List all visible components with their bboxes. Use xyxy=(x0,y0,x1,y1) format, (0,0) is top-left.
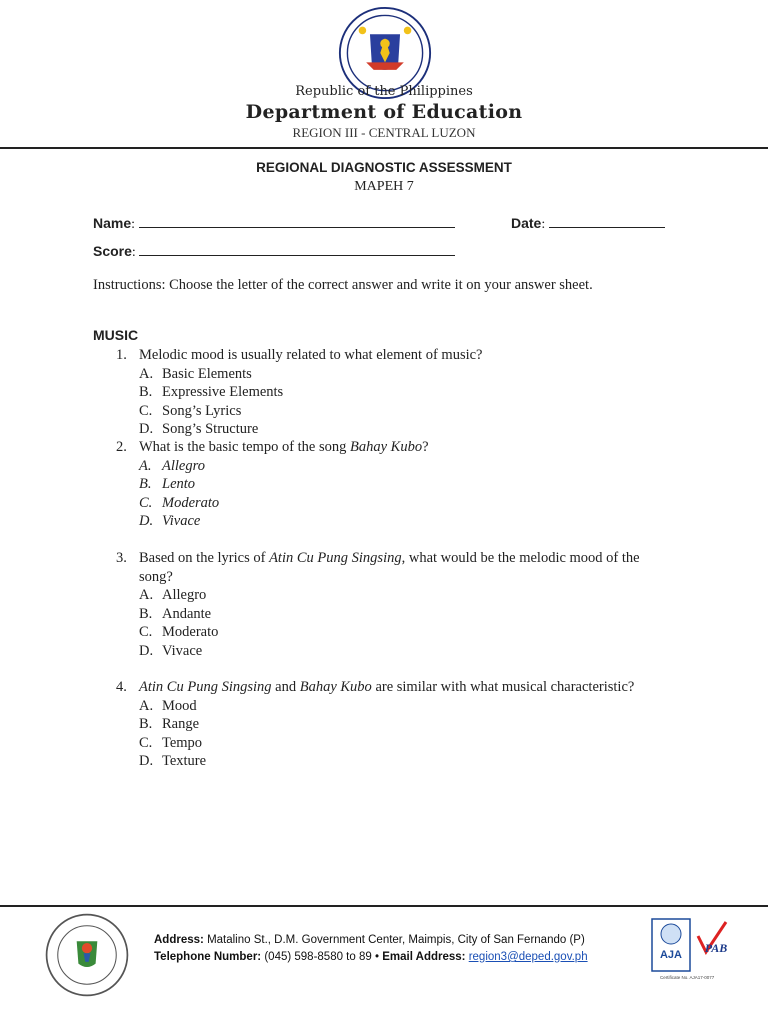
score-field[interactable]: Score: xyxy=(93,243,455,261)
assessment-subject: MAPEH 7 xyxy=(354,179,414,194)
question-4: 4. Atin Cu Pung Singsing and Bahay Kubo are similar with what musical characteristic? A. Mood B. Range C. Tempo D. Texture xyxy=(116,678,676,771)
question-text: What is the basic tempo of the song Bahay Kubo? xyxy=(139,439,429,455)
svg-text:AJA: AJA xyxy=(659,949,683,961)
option-d[interactable]: D. Texture xyxy=(139,753,207,769)
score-label: Score xyxy=(93,243,132,259)
option-c[interactable]: C. Moderato xyxy=(139,494,220,511)
question-3: 3. Based on the lyrics of Atin Cu Pung Singsing, what would be the melodic mood of the song? A. Allegro B. Andante C. Moderato D. Vivace xyxy=(116,549,676,660)
option-c[interactable]: C. Song’s Lyrics xyxy=(139,402,242,419)
date-line[interactable] xyxy=(549,215,665,228)
option-c[interactable]: C. Tempo xyxy=(139,734,203,751)
address-line: Address: Matalino St., D.M. Government Center, Maimpis, City of San Fernando (P) xyxy=(154,934,585,946)
pab-accreditation-logo xyxy=(692,918,734,972)
aja-certification-logo xyxy=(651,918,691,972)
option-c[interactable]: C. Moderato xyxy=(139,624,219,640)
name-field[interactable]: Name: xyxy=(93,215,455,233)
score-line[interactable] xyxy=(139,243,455,256)
name-label: Name xyxy=(93,215,132,231)
region-text: REGION III - CENTRAL LUZON xyxy=(292,125,476,140)
option-a[interactable]: A. Allegro xyxy=(139,587,207,603)
department-title: Department of Education xyxy=(245,101,523,123)
deped-seal-bottom xyxy=(44,912,130,998)
option-d[interactable]: D. Song’s Structure xyxy=(139,421,259,437)
email-link[interactable]: region3@deped.gov.ph xyxy=(468,951,588,963)
section-heading: MUSIC xyxy=(93,327,139,343)
question-1: 1. Melodic mood is usually related to what element of music? A. Basic Elements B. Expressive Elements C. Song’s Lyrics D. Song’s Structure xyxy=(116,346,676,439)
option-d[interactable]: D. Vivace xyxy=(139,513,201,529)
svg-text:PAB: PAB xyxy=(704,941,728,955)
date-field[interactable]: Date: xyxy=(511,215,665,233)
assessment-title: REGIONAL DIAGNOSTIC ASSESSMENT xyxy=(256,160,512,175)
option-b[interactable]: B. Lento xyxy=(139,476,196,492)
option-a[interactable]: A. Mood xyxy=(139,697,197,714)
republic-text: Republic of the Philippines xyxy=(295,84,473,99)
footer-divider xyxy=(0,905,768,907)
question-text: Based on the lyrics of Atin Cu Pung Singsing, what would be the melodic mood of the song? xyxy=(139,550,640,585)
option-b[interactable]: B. Range xyxy=(139,716,200,732)
footer-contact xyxy=(154,932,588,966)
option-a[interactable]: A. Basic Elements xyxy=(139,365,252,382)
option-b[interactable]: B. Expressive Elements xyxy=(139,384,284,400)
instructions: Instructions: Choose the letter of the correct answer and write it on your answer sheet. xyxy=(93,277,593,293)
date-label: Date xyxy=(511,215,542,231)
question-text: Atin Cu Pung Singsing and Bahay Kubo are similar with what musical characteristic? xyxy=(139,679,635,695)
question-text: Melodic mood is usually related to what element of music? xyxy=(139,347,483,363)
question-2: 2. What is the basic tempo of the song Bahay Kubo? A. Allegro B. Lento C. Moderato D. Vivace xyxy=(116,438,676,531)
option-a[interactable]: A. Allegro xyxy=(139,457,205,474)
option-d[interactable]: D. Vivace xyxy=(139,642,203,659)
name-line[interactable] xyxy=(139,215,455,228)
certificate-number: Certificate No. AJA17-0077 xyxy=(660,975,715,980)
contact-line: Telephone Number: (045) 598-8580 to 89 • Email Address: region3@deped.gov.ph xyxy=(154,951,588,963)
header-divider xyxy=(0,147,768,149)
option-b[interactable]: B. Andante xyxy=(139,605,212,622)
